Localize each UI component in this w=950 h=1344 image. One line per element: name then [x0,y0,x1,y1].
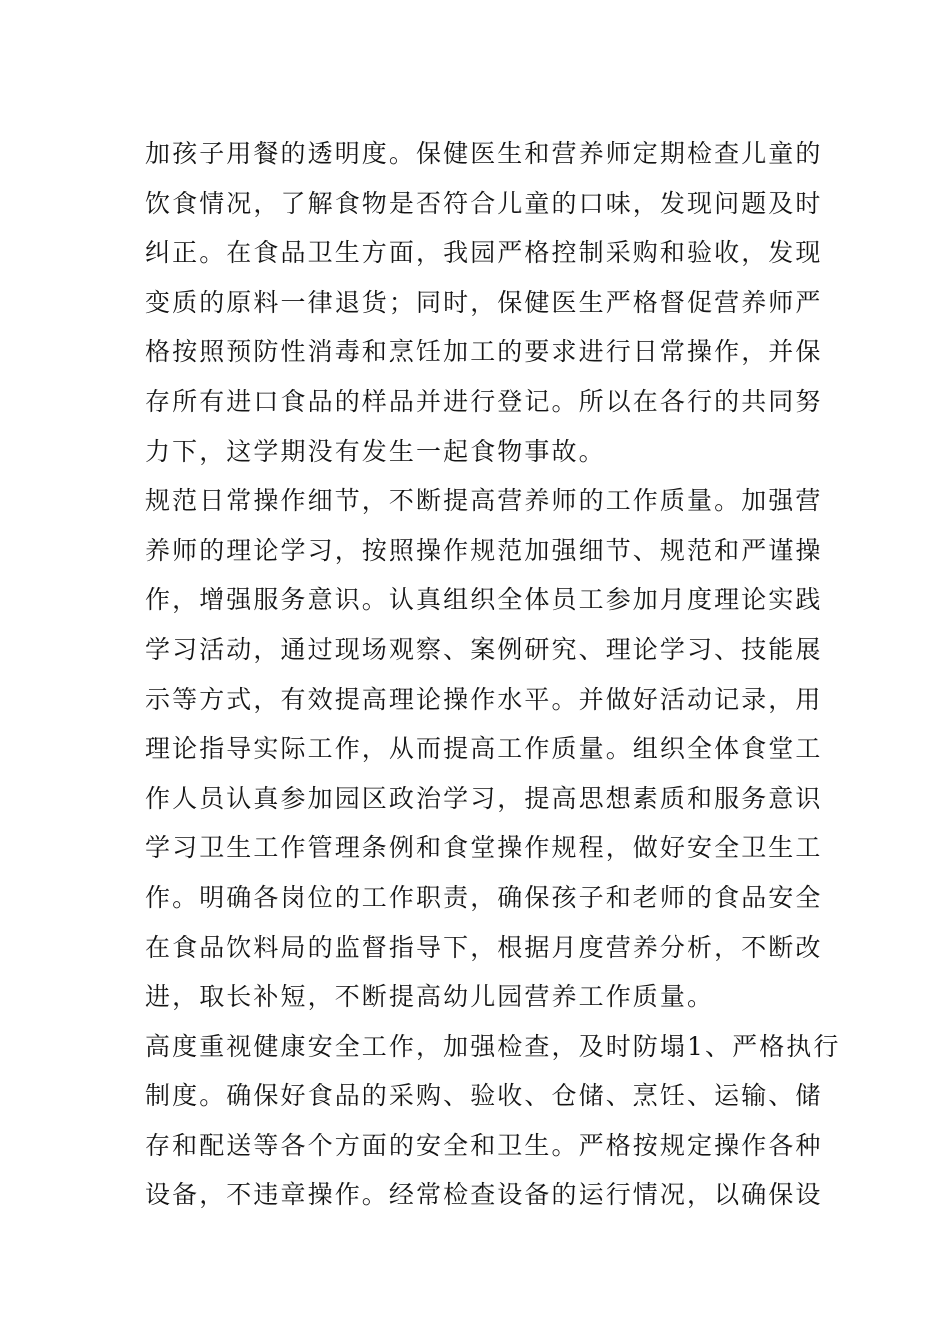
text-line: 理论指导实际工作，从而提高工作质量。组织全体食堂工 [145,734,823,764]
text-line: 变质的原料一律退货；同时，保健医生严格督促营养师严 [145,287,823,317]
text-line: 高度重视健康安全工作，加强检查，及时防塌1、严格执行 [145,1031,841,1061]
text-line: 作，增强服务意识。认真组织全体员工参加月度理论实践 [145,585,823,615]
text-line: 饮食情况，了解食物是否符合儿童的口味，发现问题及时 [145,188,823,218]
text-line: 格按照预防性消毒和烹饪加工的要求进行日常操作，并保 [145,337,823,367]
text-line: 加孩子用餐的透明度。保健医生和营养师定期检查儿童的 [145,139,823,168]
text-line: 纠正。在食品卫生方面，我园严格控制采购和验收，发现 [145,238,823,268]
text-line: 存所有进口食品的样品并进行登记。所以在各行的共同努 [145,386,823,416]
text-line: 设备，不违章操作。经常检查设备的运行情况，以确保设 [145,1180,823,1210]
text-line: 养师的理论学习，按照操作规范加强细节、规范和严谨操 [145,535,823,565]
text-line: 在食品饮料局的监督指导下，根据月度营养分析，不断改 [145,932,823,962]
text-line: 力下，这学期没有发生一起食物事故。 [145,436,606,466]
text-line: 作人员认真参加园区政治学习，提高思想素质和服务意识 [145,783,823,813]
text-line: 学习卫生工作管理条例和食堂操作规程，做好安全卫生工 [145,833,823,863]
text-line: 学习活动，通过现场观察、案例研究、理论学习、技能展 [145,634,823,664]
text-line: 存和配送等各个方面的安全和卫生。严格按规定操作各种 [145,1130,823,1160]
document-body [145,129,841,1220]
text-line: 制度。确保好食品的采购、验收、仓储、烹饪、运输、储 [145,1081,823,1111]
text-line: 进，取长补短，不断提高幼儿园营养工作质量。 [145,982,715,1012]
text-line: 示等方式，有效提高理论操作水平。并做好活动记录，用 [145,684,823,714]
text-line: 规范日常操作细节，不断提高营养师的工作质量。加强营 [145,486,823,516]
text-line: 作。明确各岗位的工作职责，确保孩子和老师的食品安全 [145,882,823,912]
